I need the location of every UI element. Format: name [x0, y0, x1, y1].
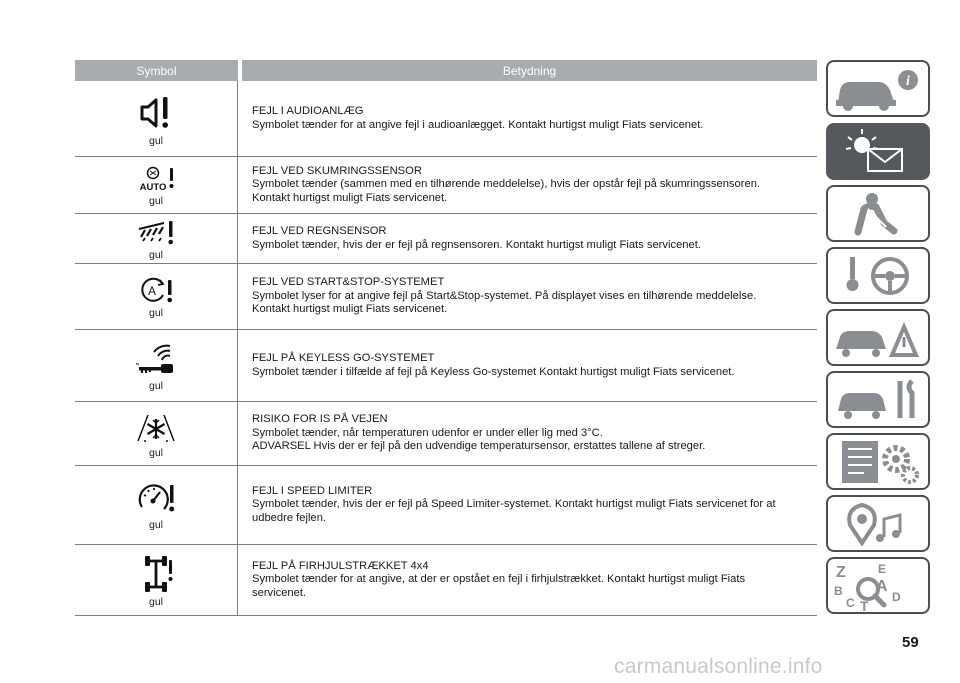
multimedia-icon [828, 497, 928, 550]
4x4-fault-icon [136, 554, 176, 594]
warning-text: Kontakt hurtigst muligt Fiats servicenet. [252, 303, 448, 316]
warning-text: Symbolet tænder for at angive, at der er opstået en fejl i firhjulstrækket. Kontakt hurtigst muligt Fiats [252, 573, 746, 586]
header-meaning: Betydning [242, 60, 817, 81]
symbol-cell [75, 264, 238, 329]
steering-key-icon [828, 249, 928, 302]
warning-text: Symbolet tænder, hvis der er fejl på Speed Limiter-systemet. Kontakt hurtigst muligt Fiats servicenet for at [252, 498, 776, 511]
rain-sensor-fault-icon [136, 219, 176, 247]
seat-safety-icon [828, 187, 928, 240]
index-letter: C [846, 596, 855, 610]
keyless-fault-icon [134, 342, 178, 378]
speaker-fault-icon [136, 93, 176, 133]
warning-text: Symbolet tænder for at angive fejl i audioanlægget. Kontakt hurtigst muligt Fiats servicenet. [252, 118, 704, 131]
symbol-cell [75, 402, 238, 465]
index-letter: T [860, 598, 869, 612]
warning-text: Symbolet tænder, når temperaturen udenfor er under eller lig med 3°C. [252, 426, 603, 439]
index-letter: A [876, 578, 888, 595]
warning-text: ADVARSEL Hvis der er fejl på den udvendige temperatursensor, erstattes tallene af streger. [252, 440, 706, 453]
auto-label: AUTO [139, 182, 167, 193]
tab-safety[interactable] [826, 185, 930, 242]
table-row [75, 81, 817, 157]
tab-index[interactable] [826, 557, 930, 614]
tab-car-info[interactable] [826, 60, 930, 117]
warning-light-message-icon [828, 125, 928, 178]
watermark: carmanualsonline.info [614, 655, 823, 678]
color-label: gul [148, 195, 163, 207]
meaning-cell [238, 330, 817, 401]
color-label: gul [148, 446, 163, 459]
start-stop-letter: A [147, 283, 157, 298]
table-row [75, 214, 817, 264]
color-label: gul [148, 306, 163, 319]
color-label: gul [148, 134, 163, 147]
symbol-cell [75, 330, 238, 401]
color-label: gul [148, 596, 163, 608]
warning-text: Symbolet tænder i tilfælde af fejl på Keyless Go-systemet Kontakt hurtigst muligt Fiats servicenet. [252, 365, 735, 378]
warning-title: FEJL VED SKUMRINGSSENSOR [252, 164, 422, 177]
technical-data-icon [828, 435, 928, 488]
page-number: 59 [902, 634, 919, 651]
car-info-icon [828, 62, 928, 115]
warning-text: Symbolet lyser for at angive fejl på Start&Stop-systemet. På displayet vises en tilhørende meddelelse. [252, 289, 757, 302]
meaning-cell [238, 466, 817, 544]
tab-starting-driving[interactable] [826, 247, 930, 304]
index-letter: D [892, 590, 901, 604]
warning-title: FEJL VED START&STOP-SYSTEMET [252, 276, 445, 289]
symbol-cell [75, 157, 238, 213]
meaning-cell [238, 157, 817, 213]
warning-title: FEJL I AUDIOANLÆG [252, 104, 364, 117]
warning-title: FEJL VED REGNSENSOR [252, 224, 387, 237]
header-symbol: Symbol [75, 60, 238, 81]
color-label: gul [148, 379, 163, 392]
symbol-cell [75, 545, 238, 615]
tab-emergency[interactable] [826, 309, 930, 366]
meaning-cell [238, 81, 817, 156]
svg-text:i: i [906, 74, 910, 89]
tab-warning-lights[interactable] [826, 123, 930, 180]
warning-title: FEJL PÅ FIRHJULSTRÆKKET 4x4 [252, 559, 429, 572]
twilight-sensor-fault-icon [136, 165, 176, 193]
emergency-car-icon [828, 311, 928, 364]
warning-title: FEJL I SPEED LIMITER [252, 484, 373, 497]
tab-maintenance[interactable] [826, 371, 930, 428]
warning-text: Symbolet tænder, hvis der er fejl på regnsensoren. Kontakt hurtigst muligt Fiats servicenet. [252, 238, 701, 251]
warning-text: servicenet. [252, 586, 307, 599]
index-letter: E [878, 562, 887, 576]
tab-multimedia[interactable] [826, 495, 930, 552]
index-icon [828, 559, 928, 612]
warning-title: RISIKO FOR IS PÅ VEJEN [252, 413, 388, 426]
color-label: gul [148, 519, 163, 531]
symbol-cell [75, 466, 238, 544]
index-letter: Z [836, 564, 846, 581]
table-row [75, 402, 817, 466]
tab-technical-data[interactable] [826, 433, 930, 490]
ice-risk-icon [134, 411, 178, 445]
index-letter: B [834, 584, 843, 598]
warning-light-table [75, 60, 817, 616]
meaning-cell [238, 402, 817, 465]
symbol-cell [75, 214, 238, 263]
warning-text: Kontakt hurtigst muligt Fiats servicenet. [252, 191, 448, 204]
speed-limiter-fault-icon [134, 481, 178, 517]
table-header [75, 60, 817, 81]
table-row [75, 545, 817, 616]
meaning-cell [238, 214, 817, 263]
start-stop-fault-icon [136, 277, 176, 305]
table-row [75, 330, 817, 402]
table-row [75, 264, 817, 330]
warning-text: udbedre fejlen. [252, 511, 327, 524]
car-maintenance-icon [828, 373, 928, 426]
warning-title: FEJL PÅ KEYLESS GO-SYSTEMET [252, 351, 435, 364]
table-row [75, 157, 817, 214]
meaning-cell [238, 264, 817, 329]
meaning-cell [238, 545, 817, 615]
warning-text: Symbolet tænder (sammen med en tilhørende meddelelse), hvis der opstår fejl på skumringssensoren. [252, 178, 761, 191]
color-label: gul [148, 248, 163, 261]
symbol-cell [75, 81, 238, 156]
table-row [75, 466, 817, 545]
